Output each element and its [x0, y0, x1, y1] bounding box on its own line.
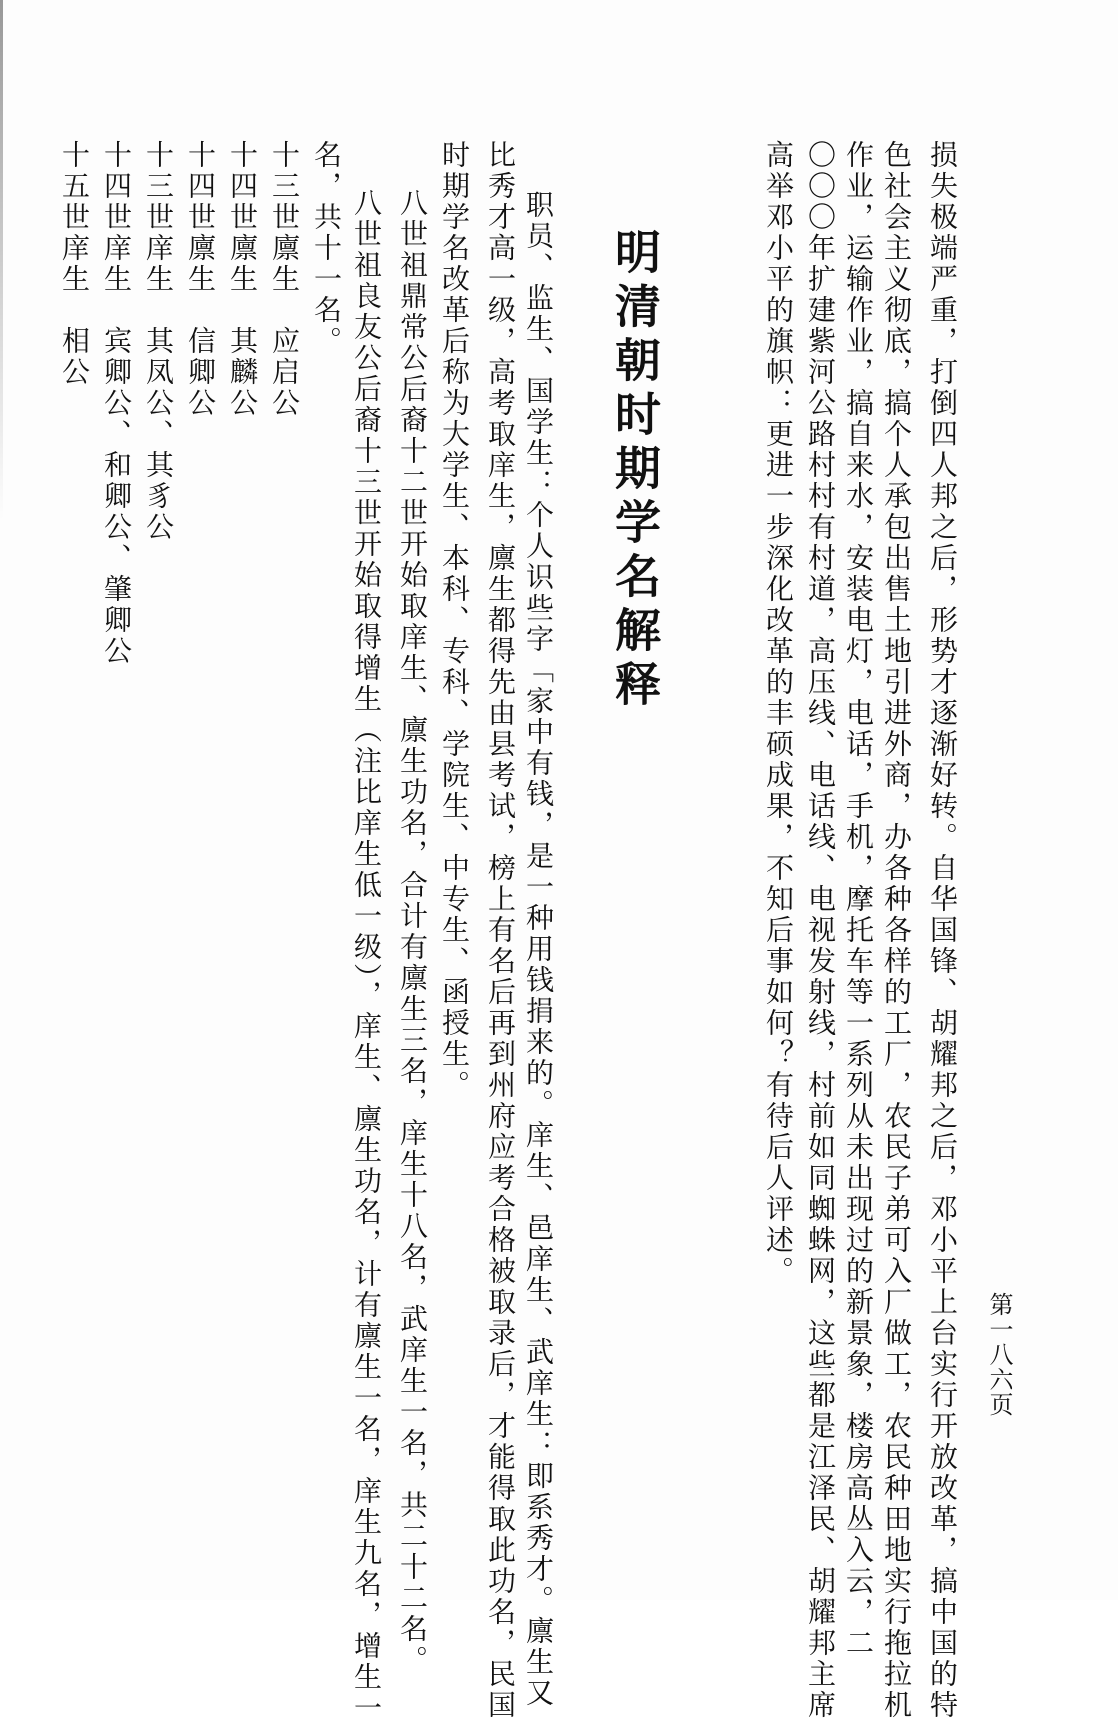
list-item-1: 十三世廪生 应启公 — [268, 140, 301, 419]
paragraph-line-2: 比秀才高一级，高考取庠生，廪生都得先由县考试，榜上有名后再到州府应考合格被取录后，才能得取此功名，民国 — [484, 140, 517, 1721]
paragraph-line-6: 名，共十一名。 — [310, 140, 343, 357]
prev-line-1: 损失极端严重，打倒四人邦之后，形势才逐渐好转。自华国锋、胡耀邦之后，邓小平上台实行开放改革，搞中国的特 — [926, 140, 959, 1721]
paragraph-line-3: 时期学名改革后称为大学生、本科、专科、学院生、中专生、函授生。 — [438, 140, 471, 1101]
scan-edge-shadow — [0, 0, 3, 520]
section-title: 明清朝时期学名解释 — [608, 228, 662, 714]
paragraph-line-4: 八世祖鼎常公后裔十二世开始取庠生、廪生功名，合计有廪生三名，庠生十八名，武庠生一名，共二十二名。 — [396, 188, 429, 1676]
list-item-5: 十四世庠生 宾卿公、和卿公、肇卿公 — [100, 140, 133, 667]
list-item-4: 十三世庠生 其凤公、其豸公 — [142, 140, 175, 543]
list-item-3: 十四世廪生 信卿公 — [184, 140, 217, 419]
prev-line-3: 作业，运输作业，搞自来水，安装电灯，电话，手机，摩托车等一系列从未出现过的新景象，楼房高丛入云，二 — [842, 140, 875, 1659]
page-number: 第一八六页 — [985, 1292, 1013, 1417]
paragraph-line-5: 八世祖良友公后裔十三世开始取得增生（注比庠生低一级），庠生、廪生功名，计有廪生一名，庠生九名，增生一 — [350, 188, 383, 1724]
list-item-2: 十四世廪生 其麟公 — [226, 140, 259, 419]
paragraph-line-1: 职员、监生、国学生：个人识些字「家中有钱，是一种用钱捐来的。庠生、邑庠生、武庠生：即系秀才。廪生又 — [522, 190, 555, 1709]
list-item-6: 十五世庠生 相公 — [58, 140, 91, 388]
prev-line-5: 高举邓小平的旗帜：更进一步深化改革的丰硕成果，不知后事如何？有待后人评述。 — [762, 140, 795, 1287]
prev-line-4: 〇〇〇年扩建紫河公路村村有村道，高压线、电话线、电视发射线，村前如同蜘蛛网，这些都是江泽民、胡耀邦主席 — [804, 140, 837, 1721]
prev-line-2: 色社会主义彻底，搞个人承包出售土地引进外商，办各种各样的工厂，农民子弟可入厂做工，农民种田地实行拖拉机 — [880, 140, 913, 1721]
